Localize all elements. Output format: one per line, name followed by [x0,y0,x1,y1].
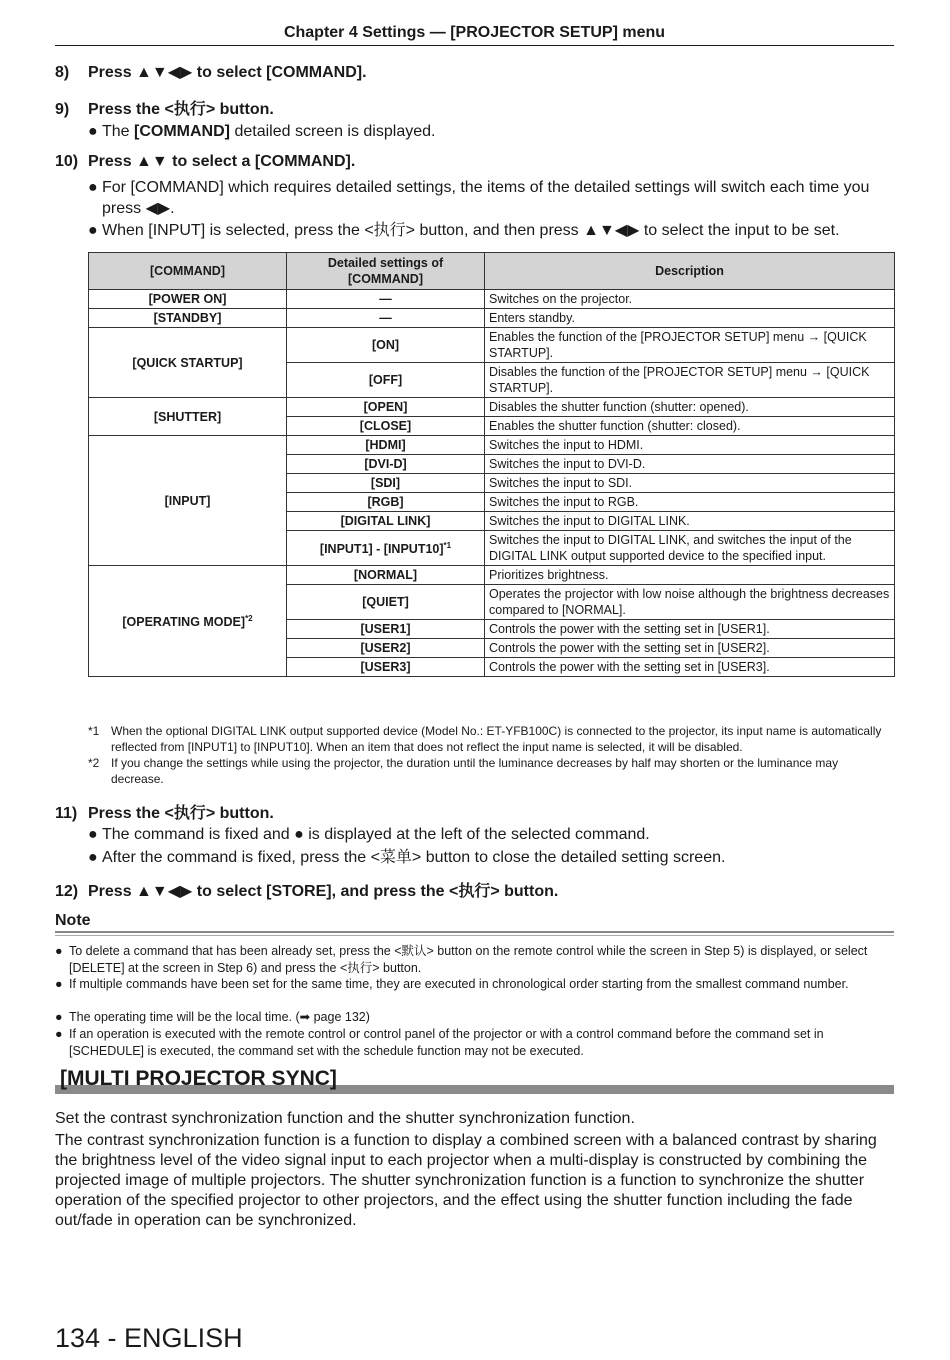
detail-cell [287,531,485,566]
description-cell: Disables the shutter function (shutter: opened). [485,398,895,417]
section-paragraph-2: The contrast synchronization function is a function to display a combined screen with a balanced contrast by sharing the brightness level of the video signal input to each projector when a multi-display is constructed by combining the projected image of multiple projectors. The shutter synchronization function is a function to synchronize the shutter operation of the specified projector to other projectors, and the effect using the shutter function including the fade out/fade in operation can be synchronized. [55,1132,877,1229]
step-11 [55,800,894,823]
table-row [89,436,895,455]
bullet-text-post: detailed screen is displayed. [230,123,436,140]
step-text: Press ▲▼ to select a [COMMAND]. [88,153,356,170]
note-text: To delete a command that has been already set, press the <默认> button on the remote control while the screen in Step 5) is displayed, or select [DELETE] at the screen in Step 6) and press the <执行> button. [69,944,868,975]
description-cell: Switches the input to RGB. [485,493,895,512]
description-cell: Enters standby. [485,309,895,328]
footnote-mark: *1 [88,724,100,738]
step-12 [55,878,894,901]
step-11-bullet-2 [88,847,894,868]
footnote-1 [88,723,894,755]
detail-cell: [NORMAL] [287,566,485,585]
table-row [89,566,895,585]
command-text: [OPERATING MODE] [122,615,246,630]
step-10-bullet-2 [88,220,894,241]
bullet-icon: ● [55,977,63,991]
command-cell: [POWER ON] [89,290,287,309]
description-cell: Switches the input to SDI. [485,474,895,493]
bullet-icon: ● [88,123,98,140]
bullet-text: The command is fixed and ● is displayed at the left of the selected command. [102,826,650,843]
command-cell: [QUICK STARTUP] [89,328,287,398]
step-8 [55,62,894,82]
step-10-bullet-1 [88,177,894,219]
note-text: The operating time will be the local time. (➡ page 132) [69,1010,370,1024]
detail-cell: [RGB] [287,493,485,512]
description-cell: Disables the function of the [PROJECTOR SETUP] menu → [QUICK STARTUP]. [485,363,895,398]
step-text: Press ▲▼◀▶ to select [COMMAND]. [88,64,367,81]
detail-cell: [USER1] [287,620,485,639]
description-cell: Switches the input to DVI-D. [485,455,895,474]
description-cell: Switches the input to DIGITAL LINK. [485,512,895,531]
bullet-text: When [INPUT] is selected, press the <执行> button, and then press ▲▼◀▶ to select the input to be set. [102,222,840,239]
table-header-row [89,253,895,290]
detail-cell: [USER2] [287,639,485,658]
column-header-description: Description [485,253,895,290]
step-number: 12) [55,883,79,900]
description-cell: Switches the input to HDMI. [485,436,895,455]
table-row [89,398,895,417]
detail-cell: [HDMI] [287,436,485,455]
bullet-text-bold: [COMMAND] [134,123,230,140]
detail-cell: [DIGITAL LINK] [287,512,485,531]
footnote-mark: *2 [88,756,100,770]
step-text: Press ▲▼◀▶ to select [STORE], and press the <执行> button. [88,883,559,900]
detail-cell: [CLOSE] [287,417,485,436]
detail-text: [INPUT1] - [INPUT10] [319,542,444,557]
detail-cell: — [287,309,485,328]
description-cell: Controls the power with the setting set in [USER2]. [485,639,895,658]
bullet-text-pre: The [102,123,135,140]
step-11-bullet-1 [88,824,894,845]
bullet-icon: ● [55,944,63,958]
column-header-detail: Detailed settings of [COMMAND] [287,253,485,290]
step-number: 11) [55,805,78,822]
command-cell: [INPUT] [89,436,287,566]
chapter-header: Chapter 4 Settings — [PROJECTOR SETUP] menu [55,24,894,46]
command-table [88,252,895,677]
table-row [89,328,895,363]
step-number: 9) [55,101,70,118]
detail-cell: [QUIET] [287,585,485,620]
detail-cell: — [287,290,485,309]
note-divider [55,935,894,936]
bullet-icon: ● [55,1010,63,1024]
description-cell: Prioritizes brightness. [485,566,895,585]
description-cell: Switches the input to DIGITAL LINK, and switches the input of the DIGITAL LINK output supported device to the specified input. [485,531,895,566]
description-cell: Controls the power with the setting set in [USER3]. [485,658,895,677]
description-cell: Enables the shutter function (shutter: closed). [485,417,895,436]
footnote-text: When the optional DIGITAL LINK output supported device (Model No.: ET-YFB100C) is connected to the projector, its input name is automatically reflected from [INPUT1] to [INPUT10]. When an item that does not reflect the input name is selected, it will be disabled. [111,724,882,754]
step-10 [55,153,894,171]
detail-cell: [ON] [287,328,485,363]
bullet-icon: ● [88,849,98,866]
bullet-text: For [COMMAND] which requires detailed settings, the items of the detailed settings will switch each time you press ◀▶. [102,179,870,217]
bullet-icon: ● [88,179,98,196]
command-cell: [SHUTTER] [89,398,287,436]
bullet-icon: ● [88,826,98,843]
footnote-ref: *2 [245,614,253,624]
description-cell: Operates the projector with low noise although the brightness decreases compared to [NORMAL]. [485,585,895,620]
description-cell: Switches on the projector. [485,290,895,309]
step-9-bullet-1 [88,121,894,142]
step-text: Press the <执行> button. [88,101,274,118]
footnote-text: If you change the settings while using the projector, the duration until the luminance decreases by half may shorten or the luminance may decrease. [111,756,839,786]
note-item [55,1009,894,1026]
detail-cell: [OFF] [287,363,485,398]
column-header-command: [COMMAND] [89,253,287,290]
section-title: [MULTI PROJECTOR SYNC] [60,1067,337,1090]
detail-cell: [SDI] [287,474,485,493]
note-item [55,1026,894,1059]
footnote-ref: *1 [443,541,452,551]
command-cell [89,566,287,677]
step-number: 8) [55,64,70,81]
step-text: Press the <执行> button. [88,805,274,822]
table-row [89,309,895,328]
footnote-2 [88,755,894,787]
bullet-text: After the command is fixed, press the <菜单> button to close the detailed setting screen. [102,849,726,866]
note-divider [55,931,894,933]
detail-cell: [USER3] [287,658,485,677]
description-cell: Enables the function of the [PROJECTOR SETUP] menu → [QUICK STARTUP]. [485,328,895,363]
detail-cell: [OPEN] [287,398,485,417]
bullet-icon: ● [88,222,98,239]
section-paragraph-1: Set the contrast synchronization function and the shutter synchronization function. [55,1110,635,1127]
step-9 [55,96,894,119]
description-cell: Controls the power with the setting set in [USER1]. [485,620,895,639]
note-item [55,976,894,993]
detail-cell: [DVI-D] [287,455,485,474]
command-cell: [STANDBY] [89,309,287,328]
note-item [55,943,894,976]
table-row [89,290,895,309]
manual-page [55,0,894,1360]
note-text: If an operation is executed with the remote control or control panel of the projector or with a control command before the command set in [SCHEDULE] is executed, the command set with the schedule function may not be executed. [69,1027,824,1058]
bullet-icon: ● [55,1027,63,1041]
note-title: Note [55,912,91,929]
step-number: 10) [55,153,79,170]
page-number: 134 - ENGLISH [55,1323,243,1353]
note-text: If multiple commands have been set for the same time, they are executed in chronological order starting from the smallest command number. [69,977,849,991]
